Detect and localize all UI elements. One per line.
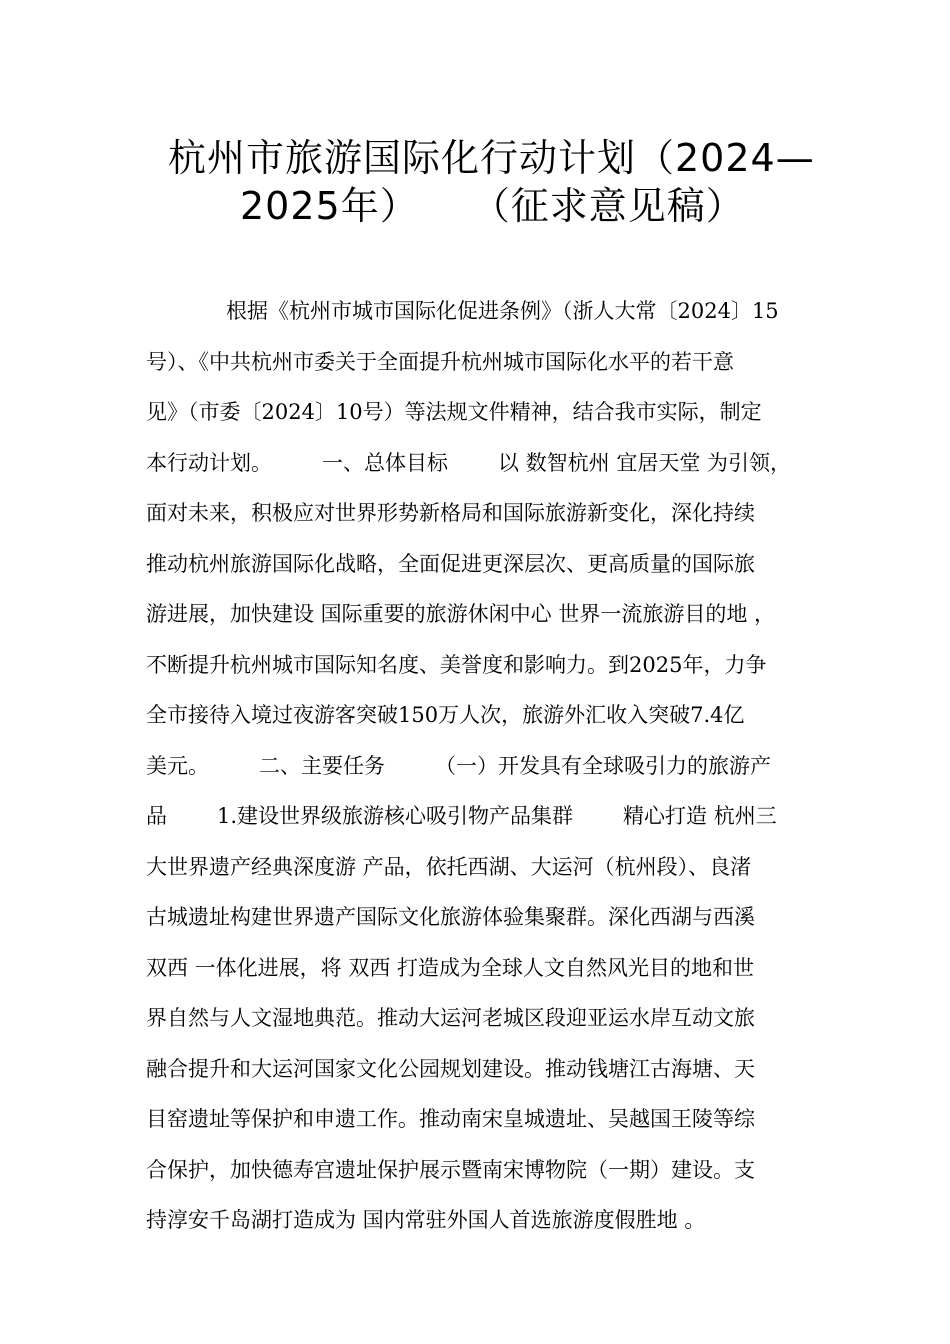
document-title-year: 2025年） — [240, 184, 419, 228]
body-line: 界自然与人文湿地典范。推动大运河老城区段迎亚运水岸互动文旅 — [146, 1006, 755, 1030]
body-line: 游进展，加快建设 国际重要的旅游休闲中心 世界一流旅游目的地 ， — [146, 602, 776, 626]
body-line: 根据《杭州市城市国际化促进条例》（浙人大常〔2024〕15 — [226, 299, 779, 323]
body-line: 本行动计划。 一、总体目标 以 数智杭州 宜居天堂 为引领， — [146, 450, 792, 475]
body-line: 推动杭州旅游国际化战略，全面促进更深层次、更高质量的国际旅 — [146, 551, 755, 576]
body-line: 持淳安千岛湖打造成为 国内常驻外国人首选旅游度假胜地 。 — [146, 1208, 706, 1232]
body-line: 美元。 二、主要任务 （一）开发具有全球吸引力的旅游产 — [146, 753, 771, 778]
body-line: 号）、《中共杭州市委关于全面提升杭州城市国际化水平的若干意 — [146, 349, 734, 374]
body-line: 全市接待入境过夜游客突破150万人次，旅游外汇收入突破7.4亿 — [146, 703, 745, 727]
body-line: 大世界遗产经典深度游 产品，依托西湖、大运河（杭州段）、良渚 — [146, 854, 752, 879]
body-line: 双西 一体化进展，将 双西 打造成为全球人文自然风光目的地和世 — [146, 955, 755, 980]
document-title-line-2 — [240, 184, 950, 228]
body-line: 合保护，加快德寿宫遗址保护展示暨南宋博物院（一期）建设。支 — [146, 1157, 755, 1182]
body-line: 融合提升和大运河国家文化公园规划建设。推动钱塘江古海塘、天 — [146, 1056, 755, 1081]
body-line: 面对未来，积极应对世界形势新格局和国际旅游新变化，深化持续 — [146, 501, 755, 525]
section-heading-2: 二、主要任务 — [259, 753, 385, 778]
section-heading-1: 一、总体目标 — [322, 450, 448, 475]
document-title-draft-note: （征求意见稿） — [490, 184, 745, 228]
body-line: 目窑遗址等保护和申遗工作。推动南宋皇城遗址、吴越国王陵等综 — [146, 1107, 755, 1131]
document-body — [146, 286, 826, 1246]
document-title-line-1: 杭州市旅游国际化行动计划（2024— — [168, 136, 815, 180]
body-line: 见》（市委〔2024〕10号）等法规文件精神，结合我市实际，制定 — [146, 400, 762, 424]
body-line: 古城遗址构建世界遗产国际文化旅游体验集聚群。深化西湖与西溪 — [146, 905, 755, 929]
subsection-heading-1: 1.建设世界级旅游核心吸引物产品集群 — [217, 804, 574, 828]
body-line: 品 1.建设世界级旅游核心吸引物产品集群 精心打造 杭州三 — [146, 804, 777, 828]
body-line: 不断提升杭州城市国际知名度、美誉度和影响力。到2025年，力争 — [146, 652, 767, 677]
